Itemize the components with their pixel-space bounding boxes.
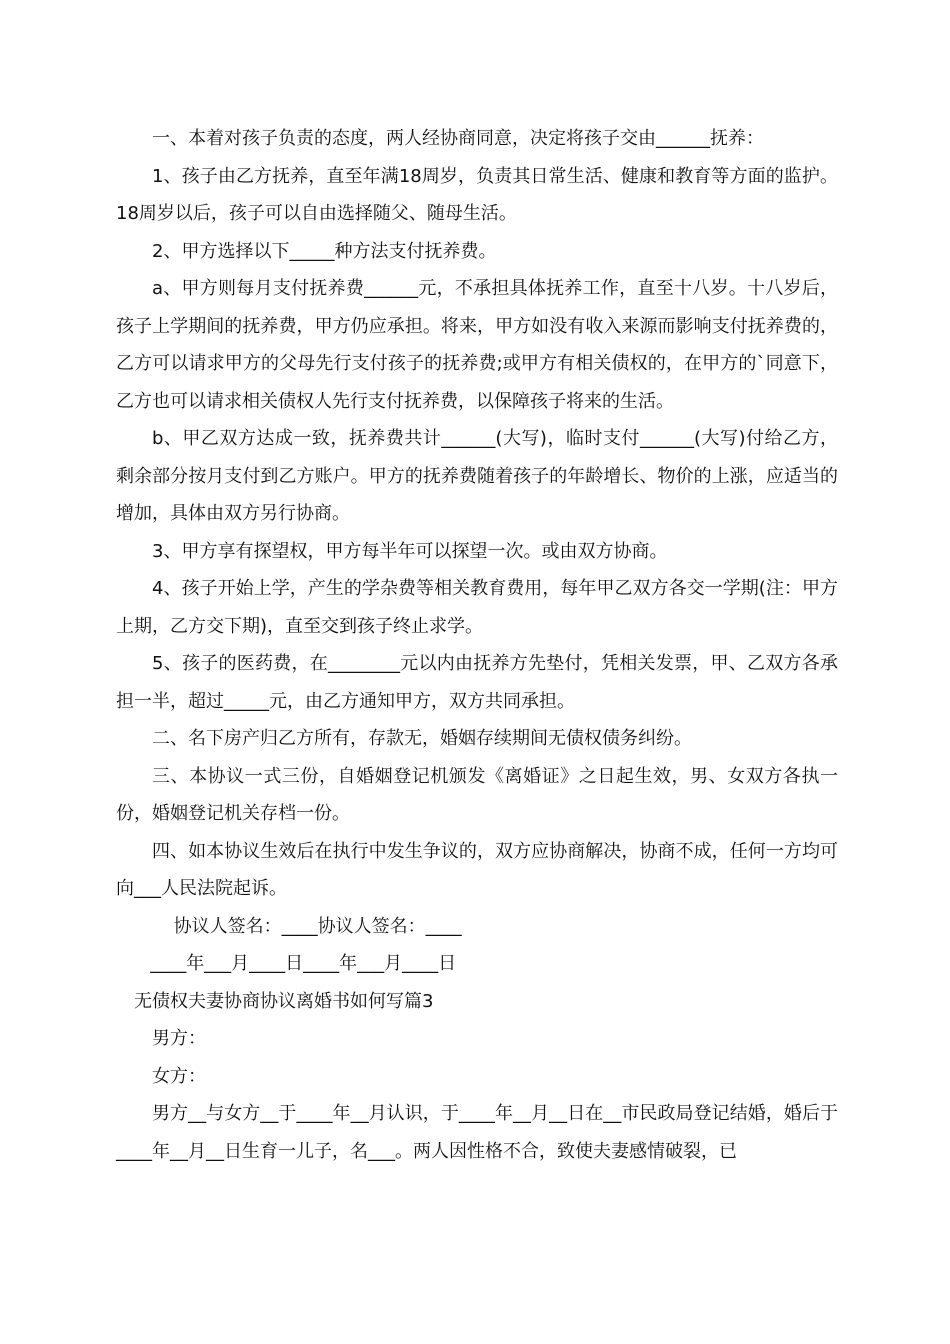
final-paragraph: 男方__与女方__于____年__月认识，于____年__月__日在__市民政局登记结婚，婚后于____年__月__日生育一儿子，名___。两人因性格不合，致使夫妻感情破裂，已: [116, 1103, 838, 1162]
date-line: ____年___月____日____年___月____日: [150, 953, 457, 974]
clause-custody-5: 5、孩子的医药费，在________元以内由抚养方先垫付，凭相关发票，甲、乙双方各承担一半，超过_____元，由乙方通知甲方，双方共同承担。: [116, 653, 838, 712]
clause-custody-a: a、甲方则每月支付抚养费______元，不承担具体抚养工作，直至十八岁。十八岁后，孩子上学期间的抚养费，甲方仍应承担。将来，甲方如没有收入来源而影响支付抚养费的，乙方可以请求甲方的父母先行支付孩子的抚养费;或甲方有相关债权的，在甲方的`同意下，乙方也可以请求相关债权人先行支付抚养费，以保障孩子将来的生活。: [116, 278, 838, 412]
female-label: 女方：: [152, 1065, 206, 1087]
male-label: 男方：: [152, 1028, 206, 1049]
clause-custody-3: 3、甲方享有探望权，甲方每半年可以探望一次。或由双方协商。: [152, 540, 668, 562]
clause-custody-4: 4、孩子开始上学，产生的学杂费等相关教育费用，每年甲乙双方各交一学期(注：甲方上期，乙方交下期)，直至交到孩子终止求学。: [116, 578, 838, 637]
clause-custody-intro: 一、本着对孩子负责的态度，两人经协商同意，决定将孩子交由______抚养：: [152, 128, 764, 149]
clause-custody-2: 2、甲方选择以下_____种方法支付抚养费。: [152, 240, 497, 262]
clause-property: 二、名下房产归乙方所有，存款无，婚姻存续期间无债权债务纠纷。: [152, 728, 692, 749]
section-title: 无债权夫妻协商协议离婚书如何写篇3: [134, 990, 434, 1012]
clause-custody-1: 1、孩子由乙方抚养，直至年满18周岁，负责其日常生活、健康和教育等方面的监护。18周岁以后，孩子可以自由选择随父、随母生活。: [116, 165, 838, 224]
clause-custody-b: b、甲乙双方达成一致，抚养费共计______(大写)，临时支付______(大写)付给乙方，剩余部分按月支付到乙方账户。甲方的抚养费随着孩子的年龄增长、物价的上涨，应适当的增加，具体由双方另行协商。: [116, 428, 838, 524]
clause-copies: 三、本协议一式三份，自婚姻登记机颁发《离婚证》之日起生效，男、女双方各执一份，婚姻登记机关存档一份。: [116, 765, 838, 824]
clause-dispute: 四、如本协议生效后在执行中发生争议的，双方应协商解决，协商不成，任何一方均可向___人民法院起诉。: [116, 840, 838, 899]
signature-line: 协议人签名：____协议人签名：____: [173, 915, 462, 937]
document-body: [116, 120, 838, 1170]
